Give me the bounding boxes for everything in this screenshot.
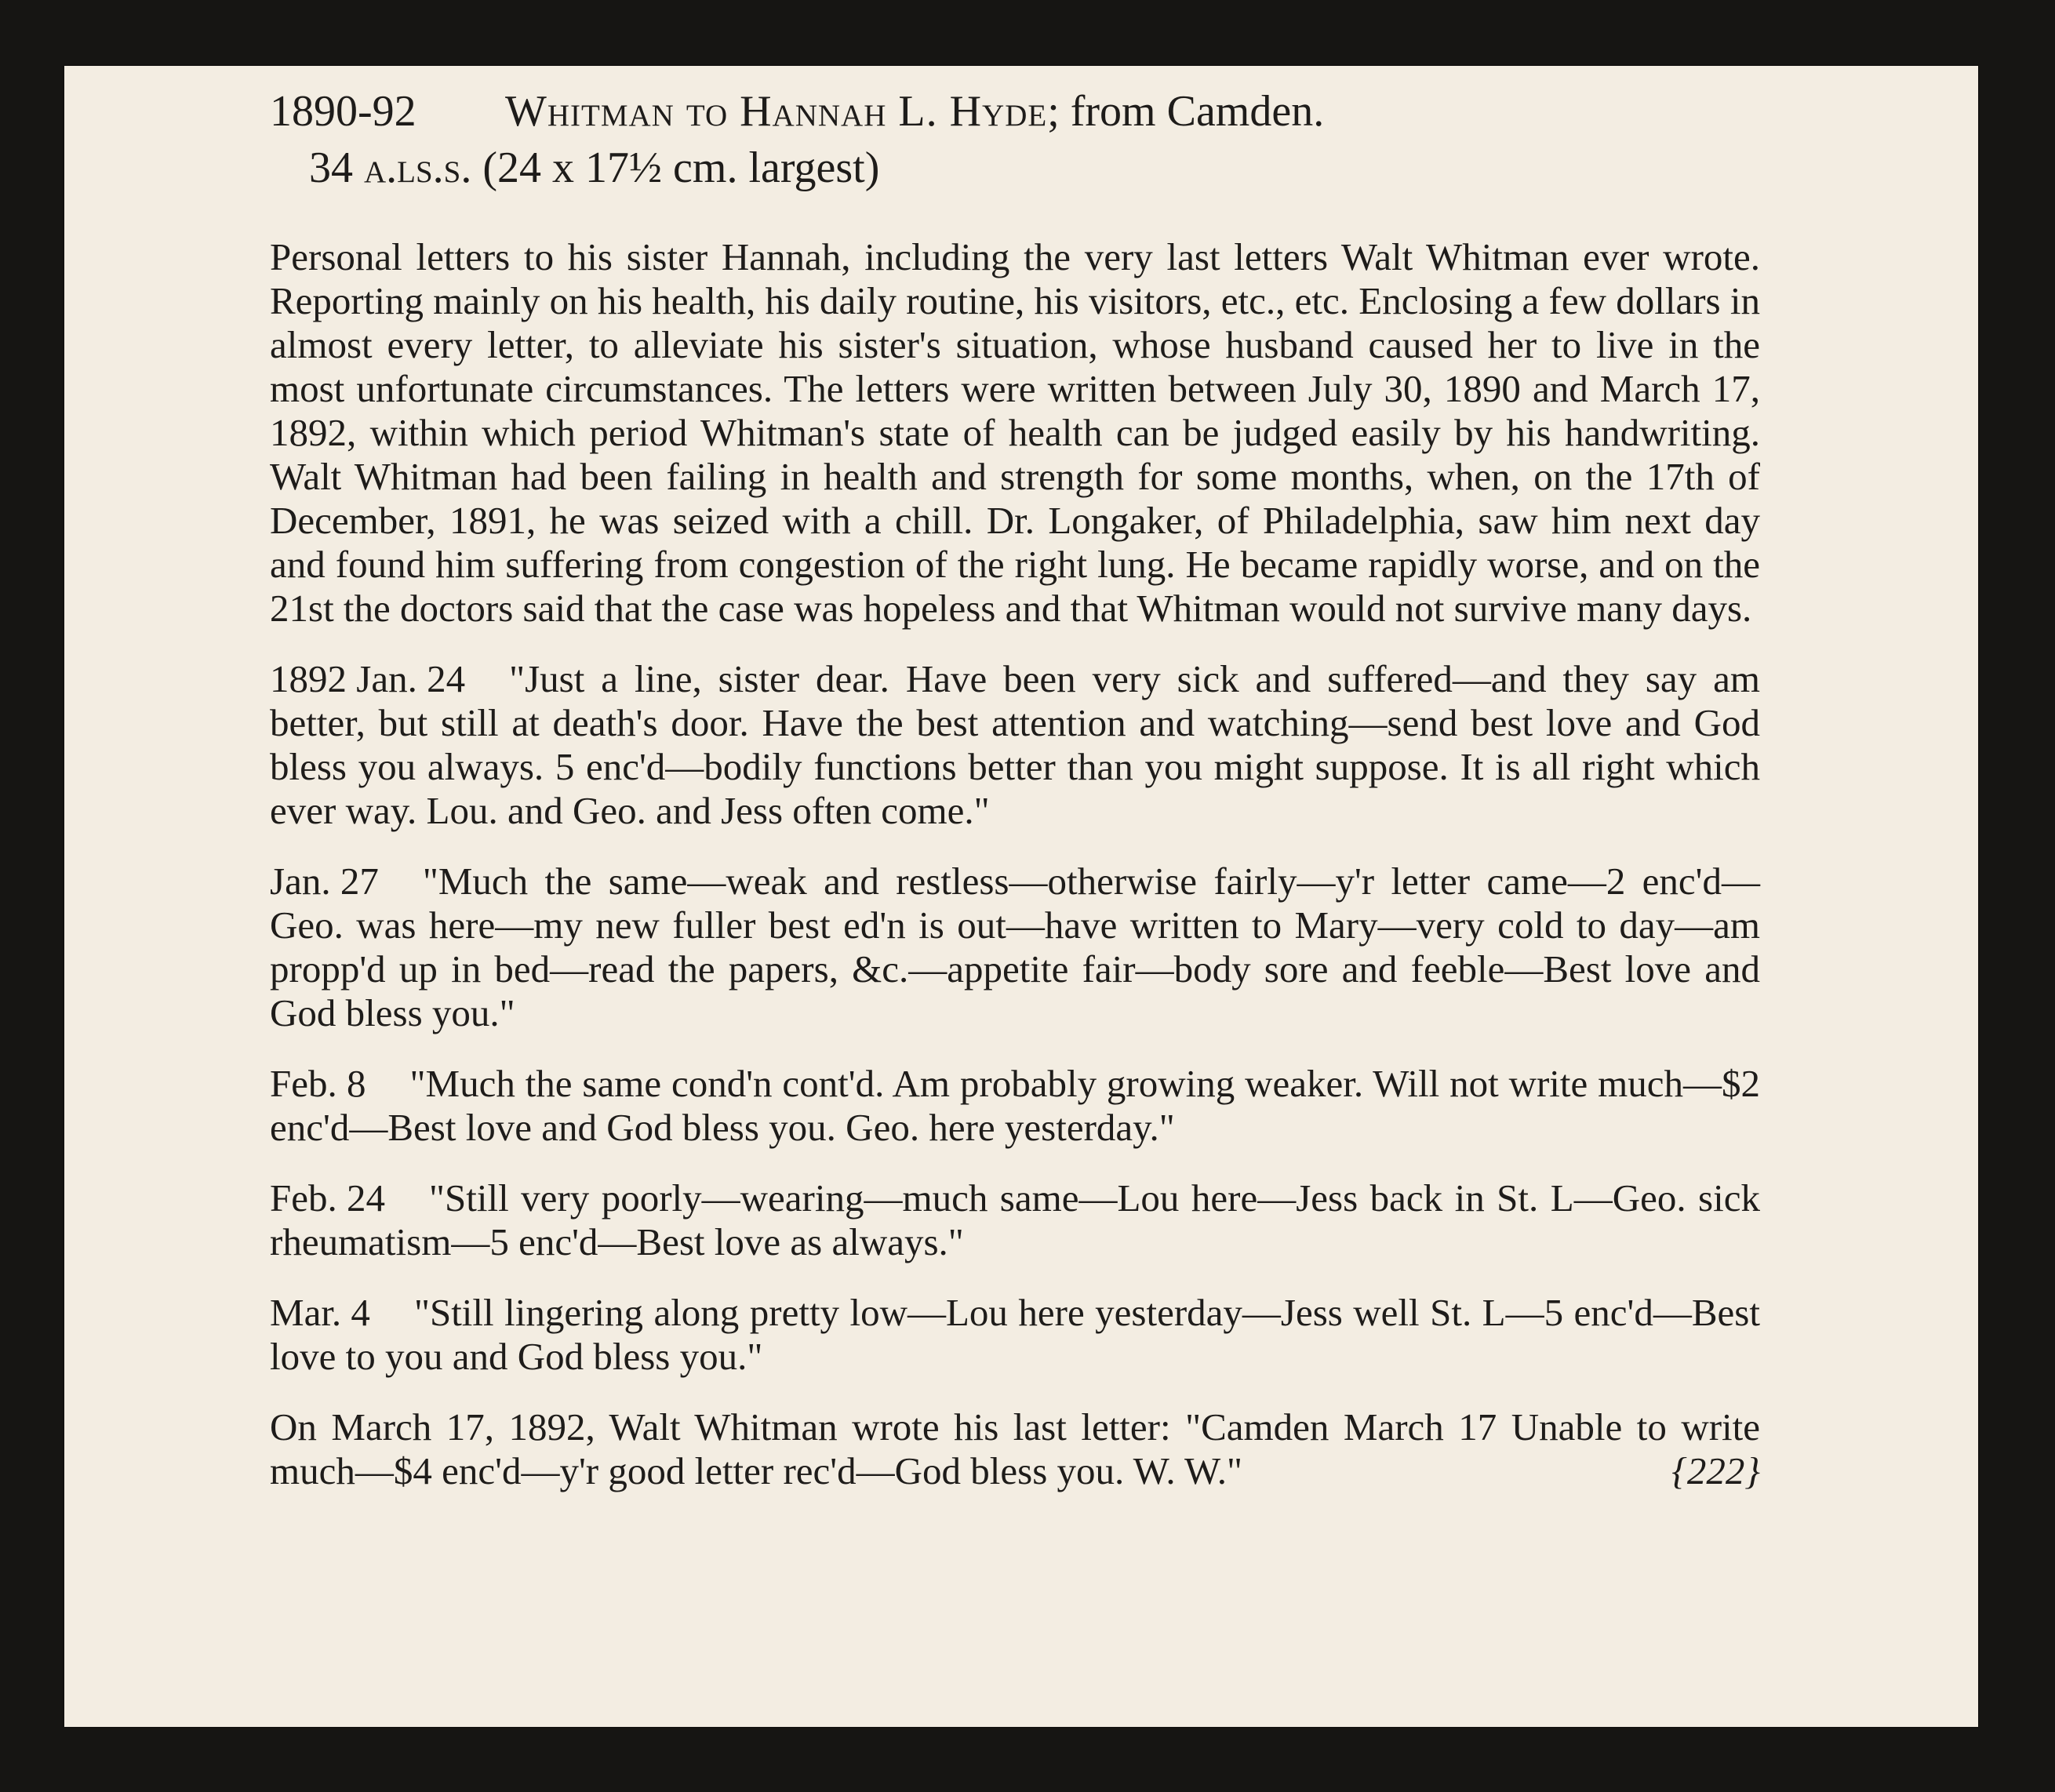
page-number: {222} bbox=[1671, 1449, 1760, 1492]
letter-size: (24 x 17½ cm. largest) bbox=[482, 144, 880, 192]
entry-date: Mar. 4 bbox=[270, 1291, 370, 1334]
entry-quote: "Still lingering along pretty low—Lou here yesterday—Jess well St. L—5 enc'd—Best love to you and God bless you." bbox=[270, 1291, 1760, 1378]
heading-title: Whitman to Hannah L. Hyde bbox=[505, 87, 1048, 136]
entry-date: Jan. 27 bbox=[270, 860, 379, 903]
letter-entry-feb-24 bbox=[270, 1176, 1760, 1264]
letter-type: a.ls.s. bbox=[364, 144, 472, 192]
heading-from: ; from Camden. bbox=[1047, 87, 1325, 136]
entry-date: Feb. 8 bbox=[270, 1062, 366, 1105]
letter-entry-feb-8 bbox=[270, 1062, 1760, 1150]
entry-subheading bbox=[309, 140, 1760, 196]
catalog-page bbox=[64, 66, 1978, 1727]
intro-paragraph: Personal letters to his sister Hannah, including the very last letters Walt Whitman ever wrote. Reporting mainly on his health, his daily routine, his visitors, etc., etc. Enclosing a few dollars in almost every letter, to alleviate his sister's situation, whose husband caused her to live in the most unfortunate circumstances. The letters were written between July 30, 1890 and March 17, 1892, within which period Whitman's state of health can be judged easily by his handwriting. Walt Whitman had been failing in health and strength for some months, when, on the 17th of December, 1891, he was seized with a chill. Dr. Longaker, of Philadelphia, saw him next day and found him suffering from congestion of the right lung. He became rapidly worse, and on the 21st the doctors said that the case was hopeless and that Whitman would not survive many days. bbox=[270, 235, 1760, 630]
entry-quote: "Much the same cond'n cont'd. Am probably growing weaker. Will not write much—$2 enc'd—Best love and God bless you. Geo. here yesterday." bbox=[270, 1062, 1760, 1149]
closing-paragraph bbox=[270, 1405, 1760, 1493]
page-content bbox=[270, 75, 1760, 1493]
letter-entry-mar-4 bbox=[270, 1291, 1760, 1379]
entry-quote: "Much the same—weak and restless—otherwise fairly—y'r letter came—2 enc'd—Geo. was here—my new fuller best ed'n is out—have written to Mary—very cold to day—am propp'd up in bed—read the papers, &c.—appetite fair—body sore and feeble—Best love and God bless you." bbox=[270, 860, 1760, 1034]
closing-text: On March 17, 1892, Walt Whitman wrote his last letter: "Camden March 17 Unable to write much—$4 enc'd—y'r good letter rec'd—God bless you. W. W." bbox=[270, 1405, 1760, 1492]
letter-count: 34 bbox=[309, 144, 353, 192]
entry-quote: "Still very poorly—wearing—much same—Lou here—Jess back in St. L—Geo. sick rheumatism—5 enc'd—Best love as always." bbox=[270, 1176, 1760, 1263]
entry-quote: "Just a line, sister dear. Have been very sick and suffered—and they say am better, but still at death's door. Have the best attention and watching—send best love and God bless you always. 5 enc'd—bodily functions better than you might suppose. It is all right which ever way. Lou. and Geo. and Jess often come." bbox=[270, 657, 1760, 832]
heading-year: 1890-92 bbox=[270, 87, 416, 136]
letter-entry-jan-27 bbox=[270, 860, 1760, 1035]
entry-date: 1892 Jan. 24 bbox=[270, 657, 466, 700]
letter-entry-jan-24 bbox=[270, 657, 1760, 833]
entry-heading bbox=[270, 83, 1760, 140]
entry-date: Feb. 24 bbox=[270, 1176, 385, 1220]
